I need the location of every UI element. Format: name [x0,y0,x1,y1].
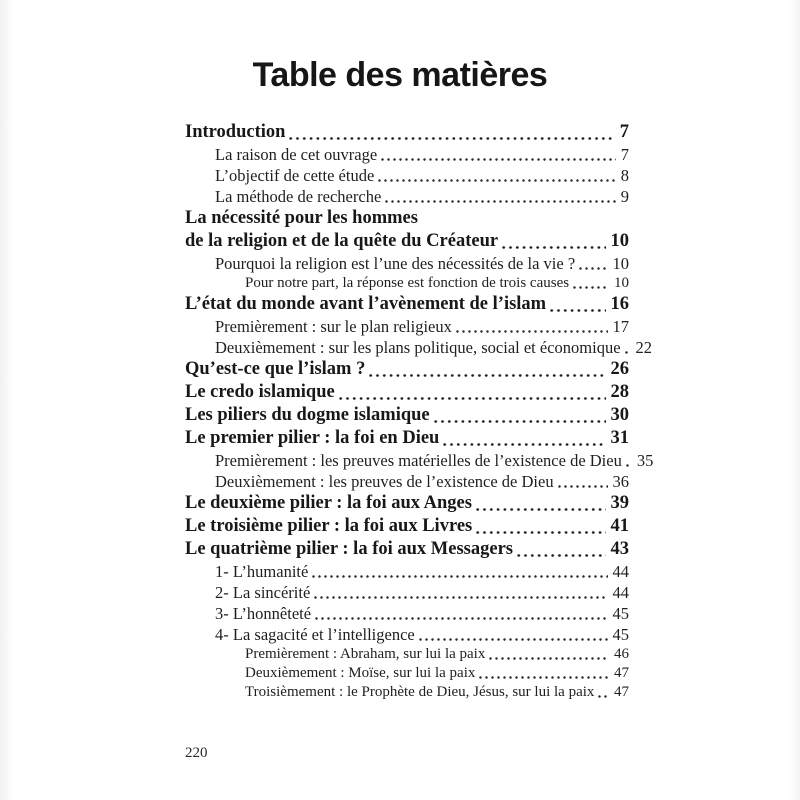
toc-entry-label: Premièrement : Abraham, sur lui la paix [245,646,486,662]
toc-entry-label: La méthode de recherche [215,187,382,206]
dot-leader [385,200,615,203]
toc-entry-page: 45 [612,604,629,623]
toc-entry-page: 16 [610,294,629,314]
toc-entry [185,165,629,186]
toc-entry-page: 10 [614,275,629,291]
toc-entry [185,144,629,165]
toc-entry [185,381,629,404]
dot-leader [419,638,608,641]
toc-entry-label: Premièrement : les preuves matérielles de l’existence de Dieu [215,451,622,470]
toc-entry-page: 31 [610,428,629,448]
toc-entry-label: Pourquoi la religion est l’une des nécessités de la vie ? [215,254,576,273]
dot-leader [573,286,609,289]
dot-leader [502,246,605,249]
scan-edge-shadow-left [0,0,14,800]
page-title: Table des matières [252,56,548,94]
toc-entry-label: 2- La sincérité [215,583,311,602]
toc-entry-page: 28 [610,382,629,402]
toc-entry-label: La nécessité pour les hommes [185,208,418,228]
dot-leader [625,351,631,354]
toc-entry-page: 26 [610,359,629,379]
toc-entry [185,427,629,450]
page-number: 220 [185,745,208,761]
scan-edge-shadow-right [790,0,800,800]
toc-entry-page: 10 [610,231,629,251]
toc-entry-label: 4- La sagacité et l’intelligence [215,625,415,644]
toc-entry-label: Qu’est-ce que l’islam ? [185,359,366,379]
toc-entry [185,186,629,207]
toc-entry [185,274,629,293]
dot-leader [369,374,605,377]
toc-entry [185,561,629,582]
dot-leader [489,657,609,660]
toc-entry-label: Deuxièmement : sur les plans politique, social et économique [215,338,621,357]
toc-entry [185,450,654,471]
dot-leader [579,267,607,270]
dot-leader [626,464,632,467]
toc-entry [185,121,629,144]
toc-entry-label: Troisièmement : le Prophète de Dieu, Jésus, sur lui la paix [245,684,595,700]
dot-leader [443,443,605,446]
dot-leader [378,179,615,182]
toc-entry-label: Deuxièmement : les preuves de l’existence de Dieu [215,472,554,491]
dot-leader [315,617,607,620]
toc-entry [185,358,629,381]
toc-entry-label: de la religion et de la quête du Créateur [185,231,499,251]
dot-leader [456,330,608,333]
toc-entry [185,664,629,683]
toc-entry-label: Le quatrième pilier : la foi aux Messagers [185,539,513,559]
toc-entry-label: Le credo islamique [185,382,335,402]
toc-entry-page: 39 [610,493,629,513]
dot-leader [312,575,607,578]
toc-entry-page: 36 [612,472,629,491]
toc-entry [185,316,629,337]
toc-entry [185,293,629,316]
toc-entry-page: 7 [619,122,629,142]
dot-leader [381,158,616,161]
dot-leader [476,508,606,511]
toc-entry-label: Le troisième pilier : la foi aux Livres [185,516,473,536]
toc-entry-label: 3- L’honnêteté [215,604,312,623]
toc-entry-page: 10 [612,254,629,273]
toc-entry-page: 45 [612,625,629,644]
toc-entry-label: Le premier pilier : la foi en Dieu [185,428,440,448]
toc-entry [185,624,629,645]
toc-entry [185,404,629,427]
toc-entry-page: 22 [635,338,653,357]
toc-entry-page: 47 [614,665,629,681]
toc-entry-page: 35 [636,451,654,470]
toc-entry-label: Premièrement : sur le plan religieux [215,317,452,336]
dot-leader [558,485,608,488]
toc-entry-page: 46 [614,646,629,662]
toc-entry [185,603,629,624]
toc-entry [185,207,629,230]
toc-entry-label: L’objectif de cette étude [215,166,375,185]
toc-entry [185,645,629,664]
toc-entry-label: Introduction [185,122,286,142]
toc-entry [185,683,629,702]
dot-leader [434,420,606,423]
toc-entry-page: 47 [614,684,629,700]
dot-leader [339,397,606,400]
toc-entry-label: 1- L’humanité [215,562,309,581]
dot-leader [476,531,605,534]
toc-entry-page: 7 [620,145,629,164]
toc-entry [185,582,629,603]
dot-leader [289,137,614,140]
toc-entry-label: L’état du monde avant l’avènement de l’islam [185,294,547,314]
toc-entry-label: Le deuxième pilier : la foi aux Anges [185,493,472,513]
toc-entry [185,230,629,253]
toc-list [185,121,654,702]
toc-entry [185,471,629,492]
toc-entry-label: Les piliers du dogme islamique [185,405,430,425]
toc-entry-label: Pour notre part, la réponse est fonction de trois causes [245,275,570,291]
toc-entry-page: 17 [612,317,629,336]
toc-entry [185,515,629,538]
toc-entry-page: 9 [620,187,629,206]
toc-entry-page: 44 [612,562,629,581]
dot-leader [314,596,607,599]
toc-entry-page: 41 [610,516,629,536]
dot-leader [598,695,609,698]
toc-entry-page: 30 [610,405,629,425]
toc-entry-label: Deuxièmement : Moïse, sur lui la paix [245,665,476,681]
toc-entry-page: 43 [610,539,629,559]
toc-entry [185,538,629,561]
toc-entry-page: 44 [612,583,629,602]
toc-entry [185,492,629,515]
dot-leader [479,676,609,679]
dot-leader [517,554,606,557]
toc-entry [185,337,653,358]
toc-entry-label: La raison de cet ouvrage [215,145,378,164]
dot-leader [550,309,605,312]
toc-entry [185,253,629,274]
toc-entry-page: 8 [620,166,629,185]
